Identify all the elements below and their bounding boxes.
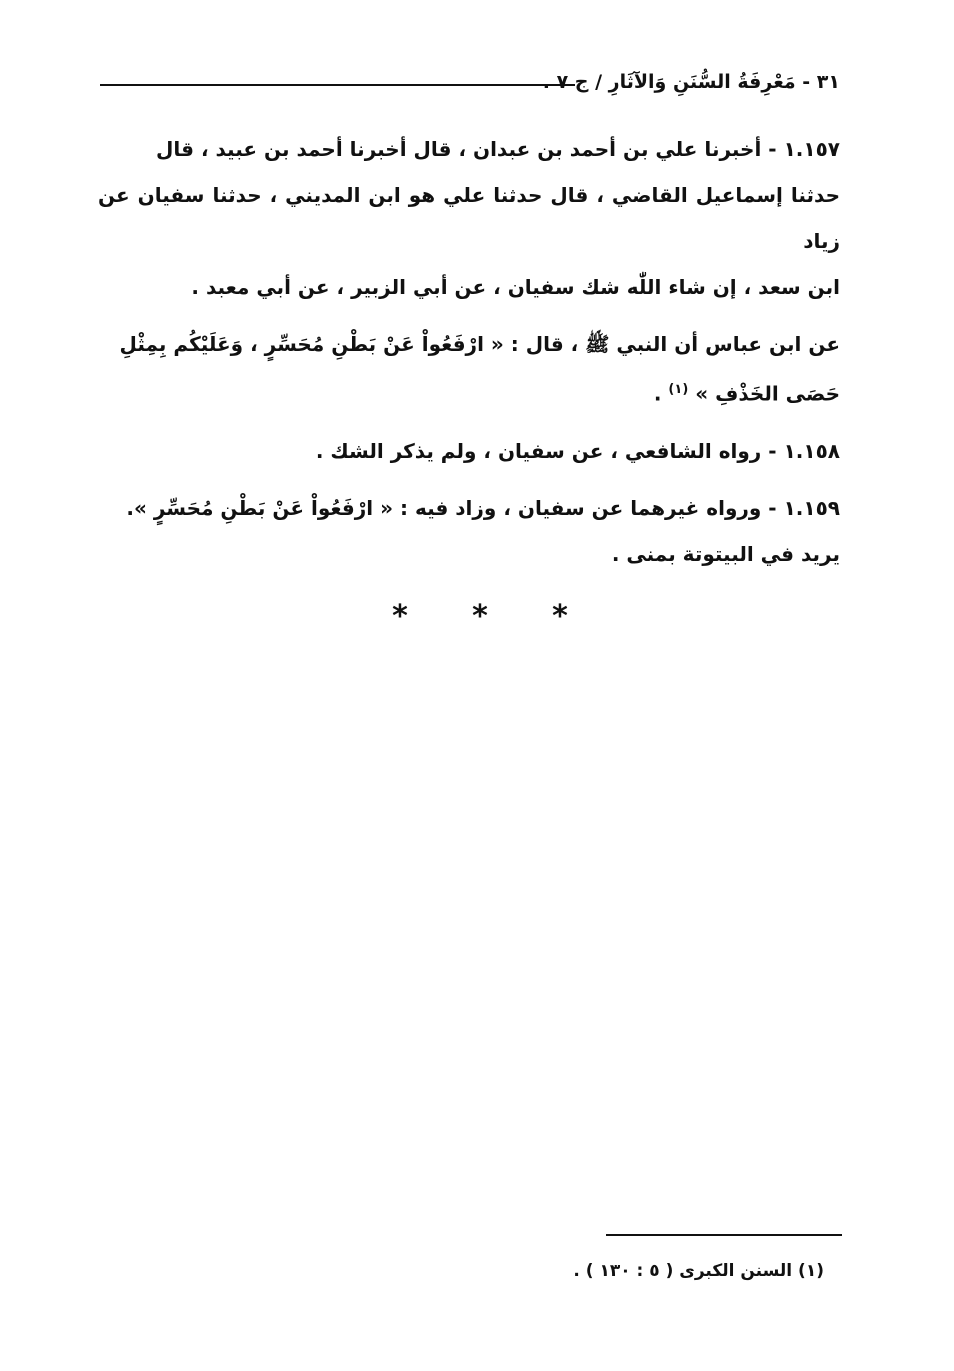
text-line-last [98, 367, 840, 417]
asterisk: * [392, 598, 408, 634]
main-text [98, 126, 840, 588]
header-rule [100, 84, 575, 86]
paragraph-1157 [98, 126, 840, 310]
asterisk: * [472, 598, 488, 634]
text-line: ١.١٥٩ - ورواه غيرهما عن سفيان ، وزاد فيه : « ارْفَعُواْ عَنْ بَطْنِ مُحَسِّرٍ ». [126, 495, 840, 520]
footnote-1: (١) السنن الكبرى ( ٥ : ١٣٠ ) . [573, 1261, 824, 1281]
footnote-ref[interactable]: (١) [668, 382, 689, 397]
paragraph-hadith [98, 321, 840, 417]
text-line: عن ابن عباس أن النبي ﷺ ، قال : « ارْفَعُواْ عَنْ بَطْنِ مُحَسِّرٍ ، وَعَلَيْكُم بِمِثْلِ [119, 332, 840, 356]
footnote-rule [606, 1234, 842, 1236]
line-end: . [653, 381, 669, 406]
running-title: ٣١ - مَعْرِفَةُ السُّنَنِ وَالآثَارِ / ج ٧ . [542, 71, 840, 93]
text-line: يريد في البيتوتة بمنى . [611, 541, 840, 566]
text-line: حدثنا إسماعيل القاضي ، قال حدثنا علي هو ابن المديني ، حدثنا سفيان عن زياد [98, 183, 840, 253]
section-separator [380, 598, 580, 634]
asterisk: * [552, 598, 568, 634]
text-line: ١.١٥٧ - أخبرنا علي بن أحمد بن عبدان ، قال أخبرنا أحمد بن عبيد ، قال [156, 137, 840, 161]
paragraph-1158 [98, 428, 840, 474]
text-line: ١.١٥٨ - رواه الشافعي ، عن سفيان ، ولم يذكر الشك . [315, 438, 840, 463]
paragraph-1159 [98, 485, 840, 577]
page-header [100, 62, 840, 102]
text-segment: حَصَى الخَذْفِ » [695, 381, 840, 406]
text-line: ابن سعد ، إن شاء اللّٰه شك سفيان ، عن أبي الزبير ، عن أبي معبد . [191, 275, 840, 299]
